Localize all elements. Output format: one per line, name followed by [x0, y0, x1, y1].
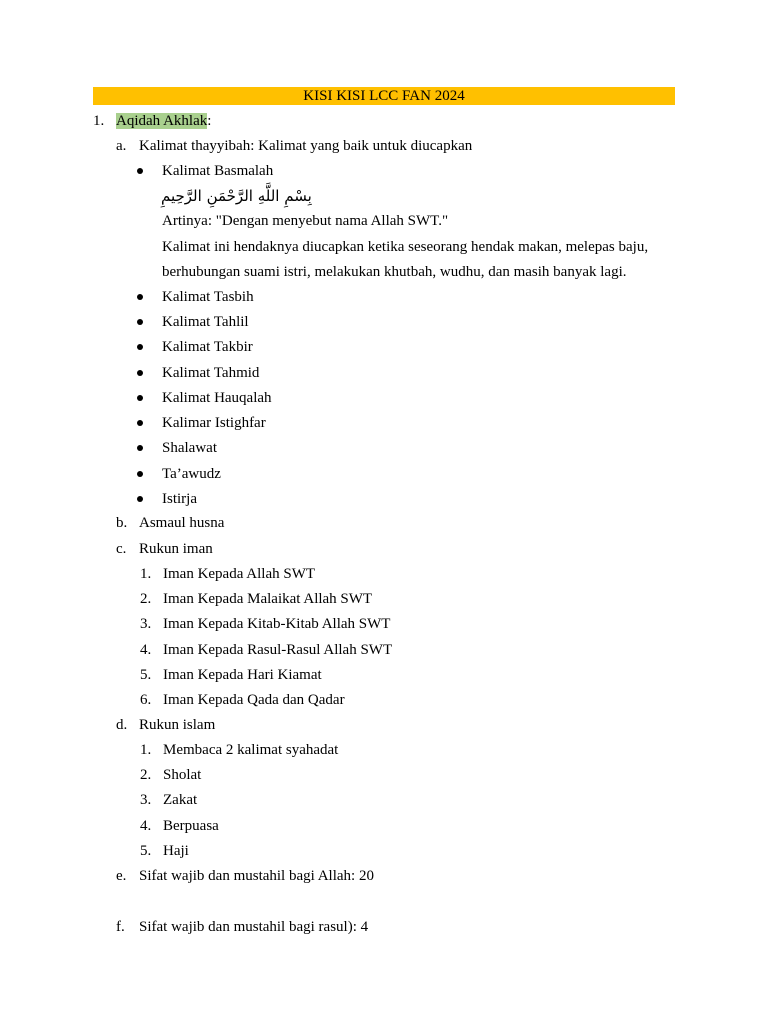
bullet-icon [137, 496, 143, 502]
bullet-icon [137, 168, 143, 174]
item-c-marker: c. [116, 541, 127, 557]
numbered-item-marker: 2. [140, 591, 152, 607]
item-f-text: Sifat wajib dan mustahil bagi rasul): 4 [139, 919, 369, 935]
section-heading: Aqidah Akhlak [116, 113, 208, 129]
numbered-item-marker: 6. [140, 692, 152, 708]
bullet-item: Istirja [162, 491, 197, 507]
numbered-item-text: Haji [163, 843, 189, 859]
basmalah-note-line-1: Kalimat ini hendaknya diucapkan ketika seseorang hendak makan, melepas baju, [162, 239, 649, 255]
numbered-item-text: Membaca 2 kalimat syahadat [163, 742, 339, 758]
item-e-text: Sifat wajib dan mustahil bagi Allah: 20 [139, 868, 374, 884]
basmalah-label: Kalimat Basmalah [162, 163, 274, 179]
bullet-icon [137, 420, 143, 426]
numbered-item-marker: 4. [140, 642, 152, 658]
bullet-icon [137, 344, 143, 350]
item-b-text: Asmaul husna [139, 515, 225, 531]
numbered-item-text: Iman Kepada Kitab-Kitab Allah SWT [163, 616, 391, 632]
item-a-marker: a. [116, 138, 127, 154]
bullet-item: Kalimat Tahmid [162, 365, 260, 381]
section-heading-suffix: : [207, 113, 212, 129]
numbered-item-text: Berpuasa [163, 818, 219, 834]
numbered-item-marker: 3. [140, 616, 152, 632]
item-f-marker: f. [116, 919, 125, 935]
basmalah-note-line-2: berhubungan suami istri, melakukan khutbah, wudhu, dan masih banyak lagi. [162, 264, 627, 280]
section-heading-line [116, 111, 211, 131]
bullet-icon [137, 471, 143, 477]
bullet-icon [137, 294, 143, 300]
basmalah-meaning: Artinya: "Dengan menyebut nama Allah SWT." [162, 213, 449, 229]
bullet-icon [137, 395, 143, 401]
numbered-item-marker: 3. [140, 792, 152, 808]
numbered-item-text: Iman Kepada Allah SWT [163, 566, 316, 582]
numbered-item-marker: 2. [140, 767, 152, 783]
item-c-text: Rukun iman [139, 541, 213, 557]
numbered-item-text: Sholat [163, 767, 202, 783]
item-b-marker: b. [116, 515, 128, 531]
numbered-item-text: Iman Kepada Qada dan Qadar [163, 692, 345, 708]
bullet-icon [137, 445, 143, 451]
bullet-icon [137, 370, 143, 376]
bullet-icon [137, 319, 143, 325]
numbered-item-text: Iman Kepada Hari Kiamat [163, 667, 322, 683]
document-title: KISI KISI LCC FAN 2024 [93, 87, 675, 105]
item-a-text: Kalimat thayyibah: Kalimat yang baik untuk diucapkan [139, 138, 473, 154]
section-number: 1. [93, 113, 105, 129]
numbered-item-marker: 1. [140, 566, 152, 582]
numbered-item-marker: 5. [140, 667, 152, 683]
bullet-item: Shalawat [162, 440, 217, 456]
item-d-text: Rukun islam [139, 717, 216, 733]
bullet-item: Ta’awudz [162, 466, 221, 482]
bullet-item: Kalimar Istighfar [162, 415, 266, 431]
basmalah-arabic: بِسْمِ اللَّهِ الرَّحْمَنِ الرَّحِيمِ [161, 187, 312, 205]
bullet-item: Kalimat Tasbih [162, 289, 254, 305]
numbered-item-text: Iman Kepada Rasul-Rasul Allah SWT [163, 642, 393, 658]
bullet-item: Kalimat Tahlil [162, 314, 249, 330]
numbered-item-text: Iman Kepada Malaikat Allah SWT [163, 591, 373, 607]
item-e-marker: e. [116, 868, 127, 884]
numbered-item-marker: 1. [140, 742, 152, 758]
numbered-item-text: Zakat [163, 792, 198, 808]
bullet-item: Kalimat Hauqalah [162, 390, 272, 406]
item-d-marker: d. [116, 717, 128, 733]
numbered-item-marker: 4. [140, 818, 152, 834]
numbered-item-marker: 5. [140, 843, 152, 859]
bullet-item: Kalimat Takbir [162, 339, 253, 355]
